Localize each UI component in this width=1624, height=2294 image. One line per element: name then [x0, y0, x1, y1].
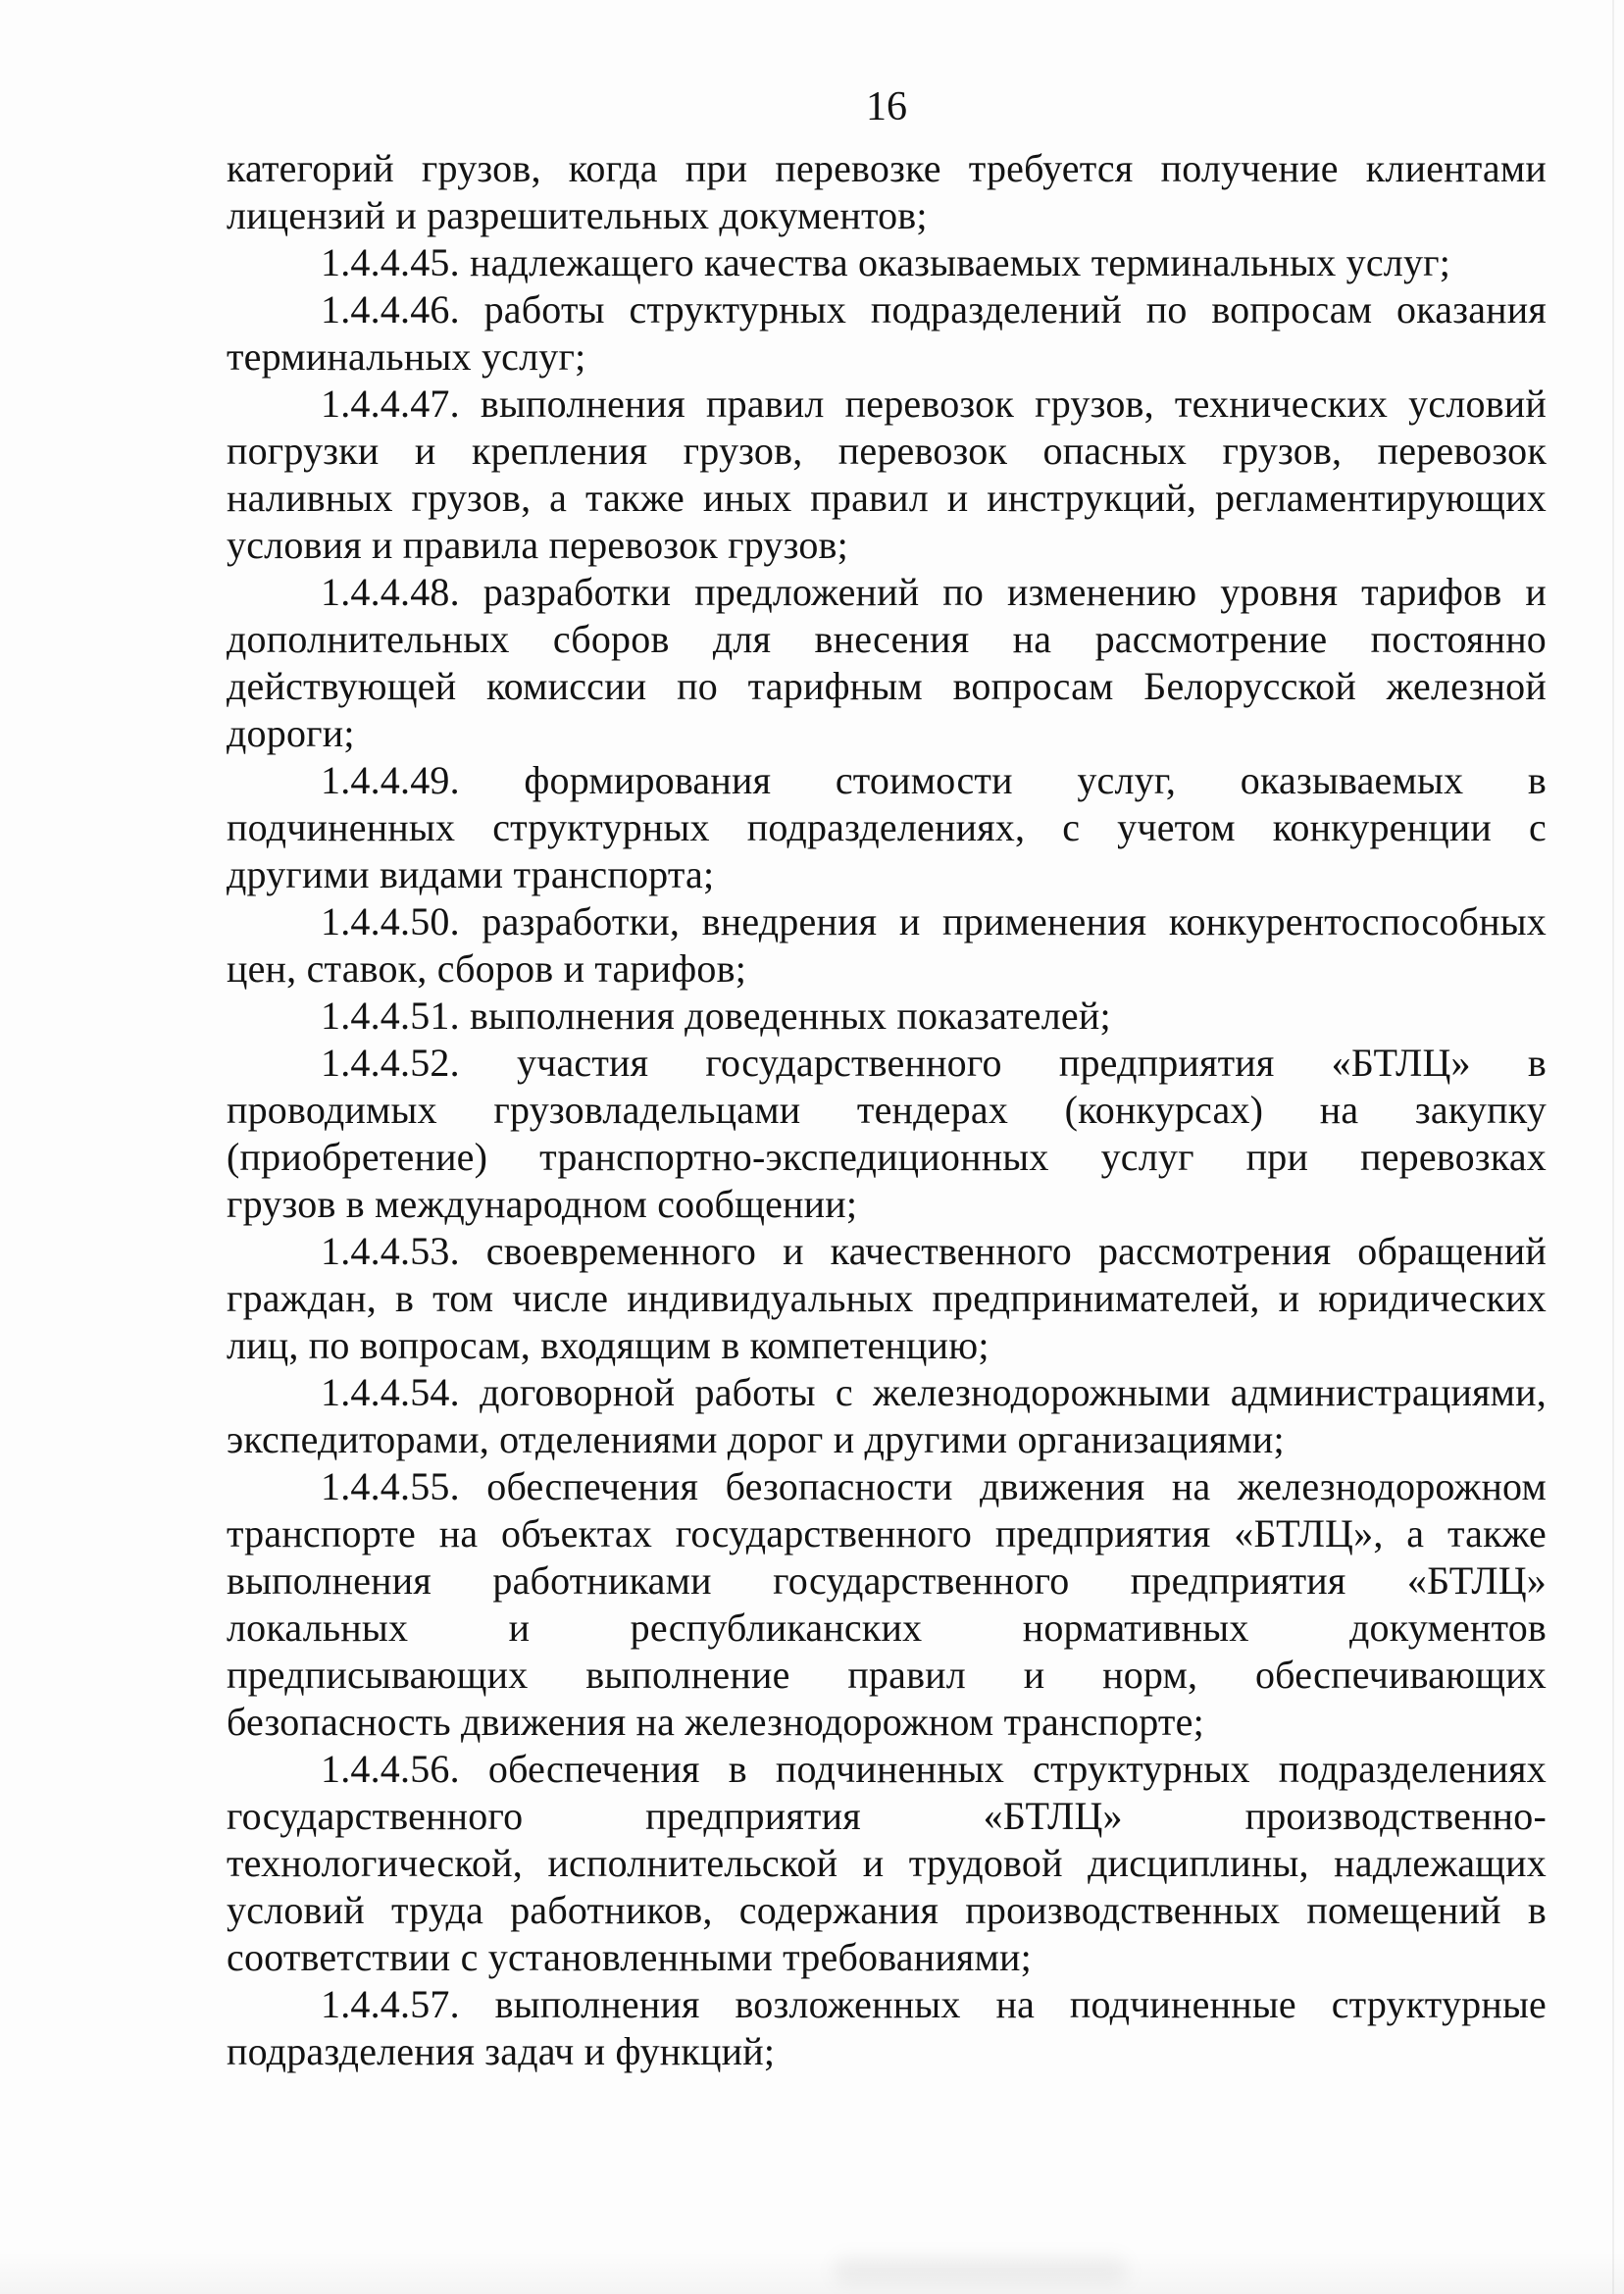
text-line: 1.4.4.48. разработки предложений по изменению уровня тарифов и — [321, 570, 1547, 614]
text-line: 1.4.4.52. участия государственного предприятия «БТЛЦ» в — [321, 1041, 1547, 1085]
text-line: терминальных услуг; — [227, 334, 586, 379]
text-line: подчиненных структурных подразделениях, с учетом конкуренции с — [227, 805, 1547, 849]
text-line: дороги; — [227, 711, 355, 755]
text-line: 1.4.4.54. договорной работы с железнодорожными администрациями, — [321, 1370, 1547, 1414]
text-line: цен, ставок, сборов и тарифов; — [227, 946, 747, 991]
text-line: 1.4.4.55. обеспечения безопасности движения на железнодорожном — [321, 1464, 1547, 1508]
text-line: предписывающих выполнение правил и норм, обеспечивающих — [227, 1653, 1547, 1697]
text-line: технологической, исполнительской и трудовой дисциплины, надлежащих — [227, 1841, 1547, 1885]
text-line: государственного предприятия «БТЛЦ» производственно- — [227, 1794, 1547, 1838]
text-line: условия и правила перевозок грузов; — [227, 523, 848, 567]
text-line: экспедиторами, отделениями дорог и другими организациями; — [227, 1417, 1285, 1461]
text-line: 1.4.4.53. своевременного и качественного рассмотрения обращений — [321, 1229, 1547, 1273]
scan-bottom-band — [0, 2251, 1624, 2294]
text-line: 1.4.4.46. работы структурных подразделений по вопросам оказания — [321, 287, 1547, 331]
text-line: (приобретение) транспортно-экспедиционных услуг при перевозках — [227, 1135, 1547, 1179]
text-line: 1.4.4.51. выполнения доведенных показателей; — [321, 994, 1111, 1038]
text-line: лиц, по вопросам, входящим в компетенцию; — [227, 1323, 990, 1367]
text-line: другими видами транспорта; — [227, 852, 715, 896]
scan-bottom-smudge — [834, 2257, 1128, 2284]
text-line: грузов в международном сообщении; — [227, 1182, 858, 1226]
text-line: выполнения работниками государственного предприятия «БТЛЦ» — [227, 1558, 1547, 1603]
text-line: 1.4.4.56. обеспечения в подчиненных структурных подразделениях — [321, 1747, 1547, 1791]
document-body — [227, 145, 1547, 2075]
scan-edge-line — [1612, 0, 1614, 2294]
text-line: действующей комиссии по тарифным вопросам Белорусской железной — [227, 664, 1547, 708]
text-line: подразделения задач и функций; — [227, 2029, 776, 2073]
text-line: дополнительных сборов для внесения на рассмотрение постоянно — [227, 617, 1547, 661]
text-line: лицензий и разрешительных документов; — [227, 193, 928, 237]
text-line: локальных и республиканских нормативных документов — [227, 1606, 1547, 1650]
page-number: 16 — [866, 84, 907, 129]
text-line: 1.4.4.47. выполнения правил перевозок грузов, технических условий — [321, 382, 1547, 426]
text-line: условий труда работников, содержания производственных помещений в — [227, 1888, 1547, 1932]
text-line: 1.4.4.50. разработки, внедрения и применения конкурентоспособных — [321, 899, 1547, 943]
text-line: наливных грузов, а также иных правил и инструкций, регламентирующих — [227, 476, 1547, 520]
text-line: безопасность движения на железнодорожном транспорте; — [227, 1700, 1204, 1744]
text-line: 1.4.4.57. выполнения возложенных на подчиненные структурные — [321, 1982, 1547, 2026]
text-line: погрузки и крепления грузов, перевозок опасных грузов, перевозок — [227, 429, 1547, 473]
text-line: 1.4.4.49. формирования стоимости услуг, оказываемых в — [321, 758, 1547, 802]
text-line: проводимых грузовладельцами тендерах (конкурсах) на закупку — [227, 1088, 1547, 1132]
text-line: категорий грузов, когда при перевозке требуется получение клиентами — [227, 146, 1547, 190]
text-line: транспорте на объектах государственного предприятия «БТЛЦ», а также — [227, 1511, 1547, 1555]
text-line: соответствии с установленными требованиями; — [227, 1935, 1032, 1979]
text-line: 1.4.4.45. надлежащего качества оказываемых терминальных услуг; — [321, 240, 1451, 284]
text-line: граждан, в том числе индивидуальных предпринимателей, и юридических — [227, 1276, 1547, 1320]
